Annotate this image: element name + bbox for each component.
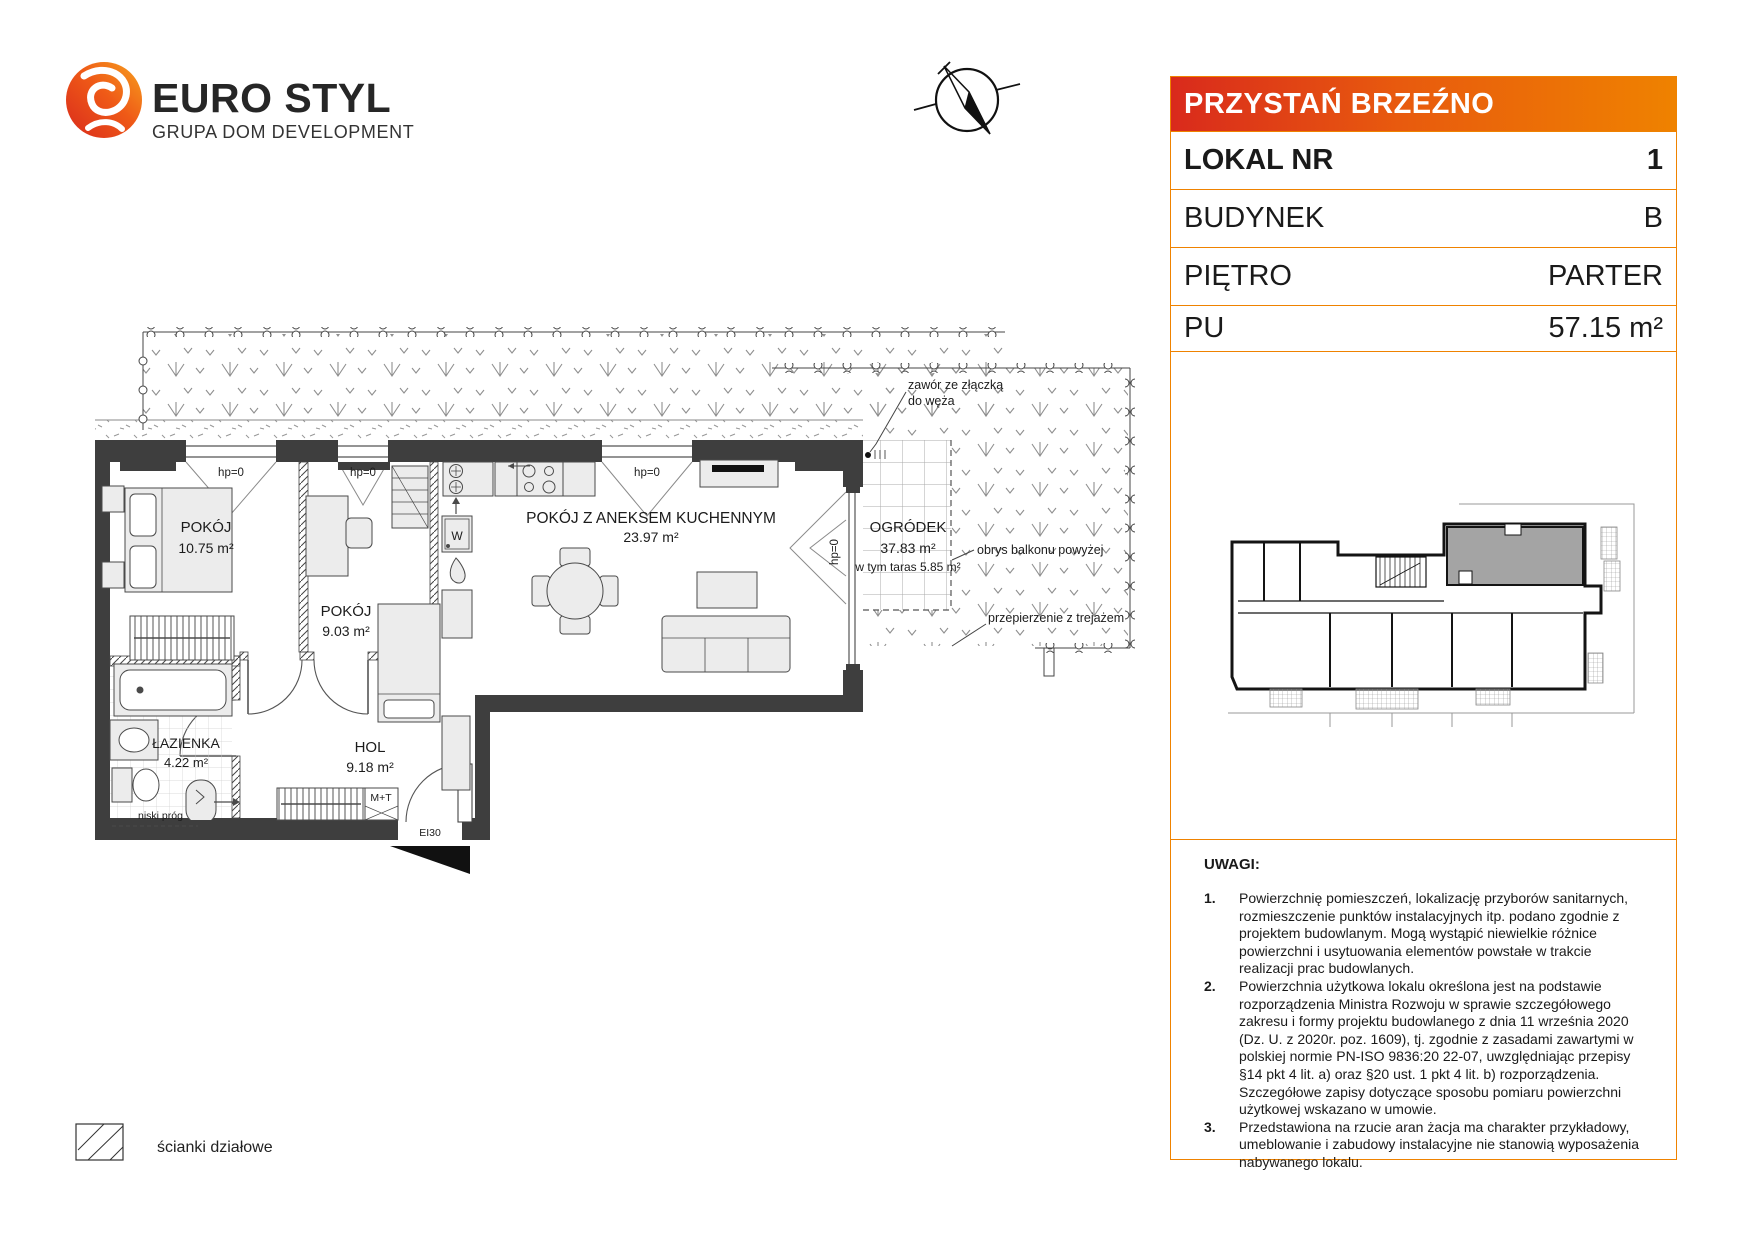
wardrobe-mt-label: M+T: [370, 792, 392, 804]
building-overview-cell: [1171, 351, 1676, 839]
row-label: BUDYNEK: [1184, 202, 1325, 234]
desk: [306, 496, 348, 576]
building-overview-plan: [1171, 352, 1676, 837]
row-budynek: [1171, 189, 1676, 247]
note-text: Przedstawiona na rzucie aran żacja ma charakter przykładowy, umeblowanie i zabudowy instalacyjne nie stanowią wyposażenia nabywanego lokalu.: [1239, 1118, 1640, 1170]
hall-name: HOL: [354, 739, 386, 756]
notes-heading: UWAGI:: [1204, 856, 1260, 873]
entrance-marker: [390, 846, 470, 874]
fire-door-label: EI30: [419, 827, 441, 839]
legend: [76, 1124, 273, 1160]
wardrobe: [130, 616, 234, 660]
row-label: PU: [1184, 312, 1225, 344]
coffee-table: [697, 572, 757, 608]
living-room-name: POKÓJ Z ANEKSEM KUCHENNYM: [526, 510, 776, 527]
hall-area: 9.18 m²: [346, 759, 394, 775]
unit-info-panel: [1170, 76, 1677, 1170]
note-number: 3.: [1204, 1118, 1216, 1135]
chair: [346, 518, 372, 548]
stairwell: [1376, 557, 1426, 587]
note-text: Powierzchnię pomieszczeń, lokalizację przyborów sanitarnych, rozmieszczenie punktów instalacyjnych itp. podano zgodnie z projektem budowlanym. Mogą wystąpić niewielkie różnice powierzchni i usytuowania elementów powstałe w trakcie realizacji prac budowlanych.: [1239, 890, 1629, 977]
sofa: [662, 616, 790, 672]
shelf-unit: [392, 466, 428, 528]
tv-sideboard: [700, 460, 778, 487]
note-text: Powierzchnia użytkowa lokalu określona jest na podstawie rozporządzenia Ministra Rozwoju w sprawie szczegółowego zakresu i formy projektu budowlanego z dnia 11 września 2020 (Dz. U. z 2020r. poz. 1609), tj. zgodnie z zasadami zawartymi w polskiej normie PN-ISO 9836:20 22-07, uwzględniając przepisy §14 pkt 4 lit. a) oraz §20 ust. 1 pkt 4 lit. b) rozporządzenia. Szczegółowe zapisy dotyczące sposobu pomiaru powierzchni użytkowej wskazano w umowie.: [1239, 977, 1634, 1118]
window-hp-label-4: hp=0: [829, 539, 841, 565]
note-number: 2.: [1204, 977, 1216, 994]
trellis-annotation: przepierzenie z trejażem: [988, 611, 1125, 625]
valve-annotation-2: do węża: [908, 394, 955, 408]
notes-section: [1171, 839, 1676, 1172]
row-lokal-nr: [1171, 131, 1676, 189]
window-hp-label-3: hp=0: [634, 467, 660, 479]
window-hp-label-1: hp=0: [218, 467, 244, 479]
room1-area: 10.75 m²: [178, 540, 234, 556]
dining-set: [532, 548, 618, 634]
garden-terrace-note: w tym taras 5.85 m²: [855, 560, 961, 574]
radiator: [120, 462, 176, 471]
row-value: B: [1643, 202, 1663, 234]
note-item-3: [1204, 1119, 1640, 1172]
utility-column: [442, 497, 472, 638]
note-number: 1.: [1204, 890, 1216, 906]
room1-name: POKÓJ: [180, 519, 232, 536]
row-value: 1: [1646, 144, 1663, 176]
row-label: LOKAL NR: [1184, 144, 1334, 176]
north-arrow-icon: [914, 62, 1020, 134]
tv: [712, 465, 764, 472]
eurostyl-logo: [66, 62, 414, 142]
garden-name: OGRÓDEK: [869, 519, 947, 536]
balcony-annotation: obrys balkonu powyżej: [977, 543, 1104, 557]
logo-subtitle: GRUPA DOM DEVELOPMENT: [152, 122, 415, 142]
bathroom-name: ŁAZIENKA: [152, 735, 220, 751]
toilet: [112, 768, 132, 802]
row-label: PIĘTRO: [1184, 260, 1292, 292]
row-value: 57.15 m²: [1548, 312, 1663, 344]
threshold-label: niski próg: [138, 810, 183, 822]
highlighted-unit: [1447, 524, 1583, 585]
note-item-2: [1204, 978, 1640, 1119]
project-title-bar: [1171, 77, 1676, 131]
row-pietro: [1171, 247, 1676, 305]
kitchen: [443, 462, 595, 496]
living-room-area: 23.97 m²: [623, 529, 679, 545]
row-value: PARTER: [1548, 260, 1663, 292]
legend-label: ścianki działowe: [157, 1139, 273, 1156]
row-pu: [1171, 305, 1676, 351]
washer-label: W: [451, 529, 463, 543]
bathroom-area: 4.22 m²: [163, 755, 209, 770]
project-title: PRZYSTAŃ BRZEŹNO: [1184, 87, 1495, 120]
valve-annotation-1: zawór ze złączką: [908, 378, 1004, 392]
cabinet: [442, 716, 470, 790]
window-hp-label-2: hp=0: [350, 467, 376, 479]
garden-area-label: 37.83 m²: [880, 540, 936, 556]
radiator: [795, 462, 843, 471]
room2-name: POKÓJ: [320, 603, 372, 620]
logo-title: EURO STYL: [152, 75, 392, 121]
note-item-1: [1204, 890, 1640, 978]
room2-area: 9.03 m²: [322, 623, 370, 639]
boiler: [186, 780, 216, 824]
